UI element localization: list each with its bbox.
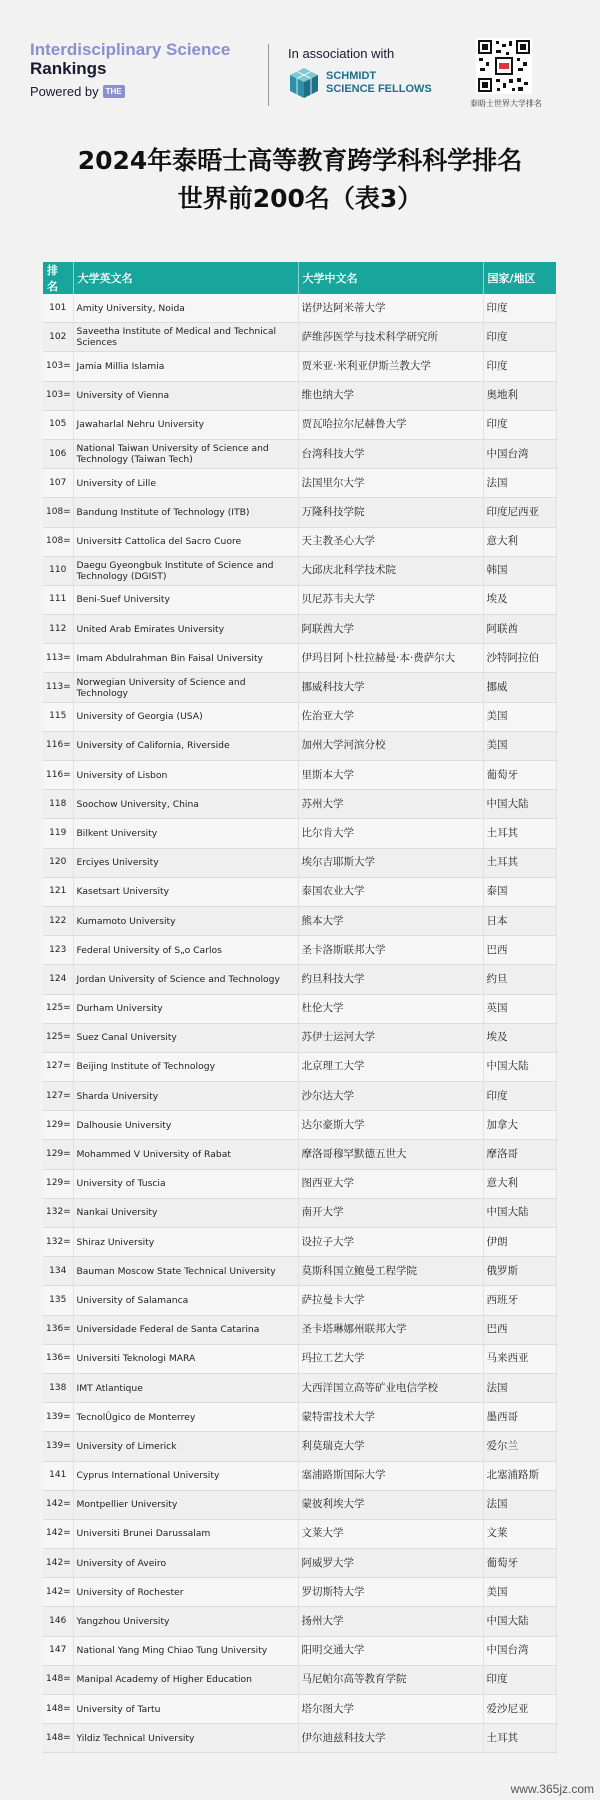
cell-chinese-name: 大邱庆北科学技术院 (298, 556, 483, 585)
table-row (43, 1140, 556, 1169)
cell-region: 俄罗斯 (483, 1257, 556, 1286)
cell-region: 中国大陆 (483, 1052, 556, 1081)
table-row (43, 410, 556, 439)
cell-rank: 113= (43, 644, 73, 673)
table-row (43, 644, 556, 673)
table-row (43, 1403, 556, 1432)
brand-line1: Interdisciplinary Science (30, 40, 231, 59)
table-row (43, 965, 556, 994)
header-divider (268, 44, 269, 106)
cell-english-name: Cyprus International University (73, 1461, 298, 1490)
cell-region: 北塞浦路斯 (483, 1461, 556, 1490)
table-row (43, 1228, 556, 1257)
cell-rank: 116= (43, 761, 73, 790)
cell-chinese-name: 大西洋国立高等矿业电信学校 (298, 1373, 483, 1402)
cell-rank: 129= (43, 1111, 73, 1140)
cell-rank: 123 (43, 936, 73, 965)
cell-region: 土耳其 (483, 1724, 556, 1753)
cell-region: 印度 (483, 352, 556, 381)
cell-chinese-name: 天主教圣心大学 (298, 527, 483, 556)
cell-chinese-name: 苏州大学 (298, 790, 483, 819)
ranking-table (43, 262, 556, 1753)
cell-region: 印度尼西亚 (483, 498, 556, 527)
cell-chinese-name: 萨拉曼卡大学 (298, 1286, 483, 1315)
cell-chinese-name: 熊本大学 (298, 906, 483, 935)
cell-region: 印度 (483, 323, 556, 352)
cell-english-name: Dalhousie University (73, 1111, 298, 1140)
cell-region: 葡萄牙 (483, 761, 556, 790)
cell-rank: 138 (43, 1373, 73, 1402)
cell-chinese-name: 里斯本大学 (298, 761, 483, 790)
cell-region: 西班牙 (483, 1286, 556, 1315)
cell-region: 中国台湾 (483, 439, 556, 468)
cell-rank: 107 (43, 469, 73, 498)
cell-chinese-name: 杜伦大学 (298, 994, 483, 1023)
cell-english-name: University of California, Riverside (73, 731, 298, 760)
table-row (43, 1082, 556, 1111)
cell-english-name: Sharda University (73, 1082, 298, 1111)
cell-rank: 132= (43, 1198, 73, 1227)
brand-line2: Rankings (30, 59, 107, 78)
cell-english-name: Jordan University of Science and Technology (73, 965, 298, 994)
cell-english-name: Norwegian University of Science and Technology (73, 673, 298, 702)
cell-region: 中国台湾 (483, 1636, 556, 1665)
cell-rank: 146 (43, 1607, 73, 1636)
cell-region: 阿联酋 (483, 615, 556, 644)
cell-chinese-name: 贝尼苏韦夫大学 (298, 585, 483, 614)
cell-english-name: Montpellier University (73, 1490, 298, 1519)
cell-chinese-name: 伊尔迪兹科技大学 (298, 1724, 483, 1753)
table-row (43, 1169, 556, 1198)
table-row (43, 906, 556, 935)
table-row (43, 585, 556, 614)
cell-region: 印度 (483, 294, 556, 323)
cell-english-name: Universiti Teknologi MARA (73, 1344, 298, 1373)
cell-rank: 102 (43, 323, 73, 352)
cell-english-name: University of Aveiro (73, 1549, 298, 1578)
cell-chinese-name: 马尼帕尔高等教育学院 (298, 1665, 483, 1694)
cell-rank: 148= (43, 1724, 73, 1753)
cell-rank: 125= (43, 994, 73, 1023)
cell-chinese-name: 加州大学河滨分校 (298, 731, 483, 760)
table-row (43, 1665, 556, 1694)
cell-rank: 147 (43, 1636, 73, 1665)
cell-chinese-name: 萨维莎医学与技术科学研究所 (298, 323, 483, 352)
cell-region: 印度 (483, 1665, 556, 1694)
cell-chinese-name: 台湾科技大学 (298, 439, 483, 468)
cell-chinese-name: 阿威罗大学 (298, 1549, 483, 1578)
cell-chinese-name: 文莱大学 (298, 1519, 483, 1548)
cell-rank: 142= (43, 1519, 73, 1548)
cell-region: 土耳其 (483, 819, 556, 848)
cell-chinese-name: 玛拉工艺大学 (298, 1344, 483, 1373)
table-row (43, 819, 556, 848)
cell-rank: 148= (43, 1695, 73, 1724)
cell-chinese-name: 塔尔图大学 (298, 1695, 483, 1724)
cell-region: 伊朗 (483, 1228, 556, 1257)
cell-rank: 111 (43, 585, 73, 614)
cell-region: 中国大陆 (483, 1198, 556, 1227)
cell-rank: 116= (43, 731, 73, 760)
cell-english-name: Kumamoto University (73, 906, 298, 935)
table-row (43, 1111, 556, 1140)
cell-english-name: Yangzhou University (73, 1607, 298, 1636)
table-row (43, 469, 556, 498)
cell-english-name: Jamia Millia Islamia (73, 352, 298, 381)
table-row (43, 527, 556, 556)
table-row (43, 1198, 556, 1227)
cell-english-name: University of Lisbon (73, 761, 298, 790)
cell-rank: 148= (43, 1665, 73, 1694)
cell-rank: 127= (43, 1052, 73, 1081)
table-row (43, 1490, 556, 1519)
table-row (43, 1023, 556, 1052)
cell-rank: 103= (43, 352, 73, 381)
cell-region: 摩洛哥 (483, 1140, 556, 1169)
cell-region: 印度 (483, 410, 556, 439)
powered-by-text: Powered by (30, 84, 99, 99)
cell-rank: 139= (43, 1432, 73, 1461)
table-row (43, 323, 556, 352)
cell-english-name: University of Tuscia (73, 1169, 298, 1198)
table-row (43, 994, 556, 1023)
cell-region: 巴西 (483, 936, 556, 965)
cell-english-name: University of Tartu (73, 1695, 298, 1724)
cell-region: 日本 (483, 906, 556, 935)
cell-english-name: University of Lille (73, 469, 298, 498)
cell-chinese-name: 沙尔达大学 (298, 1082, 483, 1111)
cell-chinese-name: 阿联酋大学 (298, 615, 483, 644)
table-row (43, 1052, 556, 1081)
cell-chinese-name: 伊玛目阿卜杜拉赫曼·本·费萨尔大 (298, 644, 483, 673)
table-row (43, 1549, 556, 1578)
cell-rank: 134 (43, 1257, 73, 1286)
cell-english-name: Federal University of S„o Carlos (73, 936, 298, 965)
cell-english-name: Daegu Gyeongbuk Institute of Science and Technology (DGIST) (73, 556, 298, 585)
column-header-chinese-name: 大学中文名 (298, 262, 483, 294)
cell-english-name: University of Limerick (73, 1432, 298, 1461)
cell-chinese-name: 摩洛哥穆罕默德五世大 (298, 1140, 483, 1169)
cell-region: 加拿大 (483, 1111, 556, 1140)
cell-region: 韩国 (483, 556, 556, 585)
table-row (43, 731, 556, 760)
table-row (43, 381, 556, 410)
table-row (43, 1607, 556, 1636)
cell-chinese-name: 塞浦路斯国际大学 (298, 1461, 483, 1490)
cell-region: 美国 (483, 702, 556, 731)
table-row (43, 1461, 556, 1490)
cell-rank: 112 (43, 615, 73, 644)
schmidt-line2: SCIENCE FELLOWS (326, 83, 432, 95)
cell-region: 挪威 (483, 673, 556, 702)
table-row (43, 848, 556, 877)
cell-chinese-name: 阳明交通大学 (298, 1636, 483, 1665)
cell-region: 墨西哥 (483, 1403, 556, 1432)
cell-english-name: Bauman Moscow State Technical University (73, 1257, 298, 1286)
table-row (43, 498, 556, 527)
cell-english-name: Erciyes University (73, 848, 298, 877)
cell-chinese-name: 图西亚大学 (298, 1169, 483, 1198)
cell-rank: 124 (43, 965, 73, 994)
association-text: In association with (288, 46, 395, 61)
cell-rank: 135 (43, 1286, 73, 1315)
cell-region: 沙特阿拉伯 (483, 644, 556, 673)
cell-english-name: Imam Abdulrahman Bin Faisal University (73, 644, 298, 673)
table-row (43, 790, 556, 819)
cell-rank: 142= (43, 1490, 73, 1519)
cell-rank: 105 (43, 410, 73, 439)
cell-english-name: Suez Canal University (73, 1023, 298, 1052)
column-header-english-name: 大学英文名 (73, 262, 298, 294)
cell-region: 印度 (483, 1082, 556, 1111)
cell-english-name: University of Rochester (73, 1578, 298, 1607)
cell-english-name: Shiraz University (73, 1228, 298, 1257)
cell-english-name: TecnolÛgico de Monterrey (73, 1403, 298, 1432)
cell-english-name: Universit‡ Cattolica del Sacro Cuore (73, 527, 298, 556)
cell-rank: 141 (43, 1461, 73, 1490)
table-row (43, 1257, 556, 1286)
cell-region: 法国 (483, 469, 556, 498)
cell-english-name: Bandung Institute of Technology (ITB) (73, 498, 298, 527)
cell-region: 美国 (483, 1578, 556, 1607)
cell-rank: 103= (43, 381, 73, 410)
cell-region: 法国 (483, 1490, 556, 1519)
cell-chinese-name: 罗切斯特大学 (298, 1578, 483, 1607)
cell-chinese-name: 万隆科技学院 (298, 498, 483, 527)
cell-rank: 119 (43, 819, 73, 848)
cell-region: 英国 (483, 994, 556, 1023)
page-title (0, 142, 600, 218)
title-line2: 世界前200名（表3） (177, 184, 423, 213)
cell-english-name: Soochow University, China (73, 790, 298, 819)
cube-icon (288, 66, 320, 100)
cell-english-name: United Arab Emirates University (73, 615, 298, 644)
table-row (43, 1724, 556, 1753)
cell-rank: 139= (43, 1403, 73, 1432)
powered-by (30, 84, 125, 99)
table-header-row (43, 262, 556, 294)
cell-chinese-name: 北京理工大学 (298, 1052, 483, 1081)
table-row (43, 1432, 556, 1461)
schmidt-line1: SCHMIDT (326, 70, 377, 82)
cell-rank: 142= (43, 1578, 73, 1607)
cell-english-name: National Yang Ming Chiao Tung University (73, 1636, 298, 1665)
cell-chinese-name: 莫斯科国立鲍曼工程学院 (298, 1257, 483, 1286)
title-line1: 2024年泰晤士高等教育跨学科科学排名 (77, 146, 523, 175)
cell-chinese-name: 圣卡塔琳娜州联邦大学 (298, 1315, 483, 1344)
cell-chinese-name: 贾米亚·米利亚伊斯兰教大学 (298, 352, 483, 381)
table-row (43, 1636, 556, 1665)
table-row (43, 877, 556, 906)
brand-title (30, 40, 230, 78)
cell-chinese-name: 贾瓦哈拉尔尼赫鲁大学 (298, 410, 483, 439)
cell-region: 奥地利 (483, 381, 556, 410)
cell-english-name: National Taiwan University of Science and Technology (Taiwan Tech) (73, 439, 298, 468)
cell-region: 泰国 (483, 877, 556, 906)
table-row (43, 556, 556, 585)
table-row (43, 1315, 556, 1344)
schmidt-logo (288, 66, 432, 100)
cell-rank: 113= (43, 673, 73, 702)
cell-chinese-name: 扬州大学 (298, 1607, 483, 1636)
cell-chinese-name: 佐治亚大学 (298, 702, 483, 731)
cell-english-name: Universiti Brunei Darussalam (73, 1519, 298, 1548)
table-row (43, 936, 556, 965)
cell-english-name: Mohammed V University of Rabat (73, 1140, 298, 1169)
cell-english-name: Saveetha Institute of Medical and Technical Sciences (73, 323, 298, 352)
cell-english-name: Manipal Academy of Higher Education (73, 1665, 298, 1694)
cell-region: 巴西 (483, 1315, 556, 1344)
cell-english-name: Kasetsart University (73, 877, 298, 906)
table-row (43, 702, 556, 731)
cell-english-name: IMT Atlantique (73, 1373, 298, 1402)
cell-rank: 108= (43, 498, 73, 527)
cell-chinese-name: 苏伊士运河大学 (298, 1023, 483, 1052)
cell-rank: 118 (43, 790, 73, 819)
table-row (43, 439, 556, 468)
table-body (43, 294, 556, 1753)
cell-chinese-name: 维也纳大学 (298, 381, 483, 410)
table-row (43, 1578, 556, 1607)
cell-chinese-name: 法国里尔大学 (298, 469, 483, 498)
column-header-rank: 排名 (43, 262, 73, 294)
table-row (43, 1373, 556, 1402)
table-row (43, 1519, 556, 1548)
cell-region: 马来西亚 (483, 1344, 556, 1373)
qr-code-icon (476, 38, 532, 94)
cell-chinese-name: 南开大学 (298, 1198, 483, 1227)
cell-english-name: Bilkent University (73, 819, 298, 848)
cell-rank: 108= (43, 527, 73, 556)
cell-rank: 127= (43, 1082, 73, 1111)
watermark: www.365jz.com (510, 1782, 594, 1796)
cell-rank: 136= (43, 1315, 73, 1344)
cell-chinese-name: 达尔豪斯大学 (298, 1111, 483, 1140)
cell-chinese-name: 比尔肯大学 (298, 819, 483, 848)
cell-chinese-name: 圣卡洛斯联邦大学 (298, 936, 483, 965)
cell-region: 意大利 (483, 527, 556, 556)
the-logo: THE (103, 85, 125, 98)
cell-region: 葡萄牙 (483, 1549, 556, 1578)
table-row (43, 615, 556, 644)
cell-english-name: Universidade Federal de Santa Catarina (73, 1315, 298, 1344)
cell-rank: 136= (43, 1344, 73, 1373)
cell-region: 美国 (483, 731, 556, 760)
cell-region: 爱尔兰 (483, 1432, 556, 1461)
cell-rank: 129= (43, 1169, 73, 1198)
column-header-region: 国家/地区 (483, 262, 556, 294)
table-row (43, 761, 556, 790)
cell-english-name: Nankai University (73, 1198, 298, 1227)
cell-chinese-name: 挪威科技大学 (298, 673, 483, 702)
cell-region: 约旦 (483, 965, 556, 994)
cell-rank: 122 (43, 906, 73, 935)
table-row (43, 1286, 556, 1315)
cell-chinese-name: 蒙特雷技术大学 (298, 1403, 483, 1432)
cell-region: 中国大陆 (483, 790, 556, 819)
table-row (43, 1344, 556, 1373)
cell-chinese-name: 约旦科技大学 (298, 965, 483, 994)
cell-rank: 125= (43, 1023, 73, 1052)
cell-chinese-name: 蒙彼利埃大学 (298, 1490, 483, 1519)
cell-region: 爱沙尼亚 (483, 1695, 556, 1724)
cell-english-name: University of Salamanca (73, 1286, 298, 1315)
cell-english-name: Beni-Suef University (73, 585, 298, 614)
header (0, 0, 600, 120)
table-row (43, 673, 556, 702)
cell-english-name: Durham University (73, 994, 298, 1023)
cell-region: 埃及 (483, 585, 556, 614)
cell-chinese-name: 埃尔吉耶斯大学 (298, 848, 483, 877)
cell-chinese-name: 诺伊达阿米蒂大学 (298, 294, 483, 323)
cell-region: 中国大陆 (483, 1607, 556, 1636)
qr-caption: 泰晤士世界大学排名 (470, 99, 542, 108)
cell-rank: 129= (43, 1140, 73, 1169)
cell-english-name: Amity University, Noida (73, 294, 298, 323)
cell-rank: 142= (43, 1549, 73, 1578)
cell-rank: 106 (43, 439, 73, 468)
cell-english-name: Jawaharlal Nehru University (73, 410, 298, 439)
cell-english-name: Yildiz Technical University (73, 1724, 298, 1753)
cell-rank: 115 (43, 702, 73, 731)
cell-english-name: Beijing Institute of Technology (73, 1052, 298, 1081)
cell-region: 意大利 (483, 1169, 556, 1198)
cell-chinese-name: 利莫瑞克大学 (298, 1432, 483, 1461)
table-row (43, 352, 556, 381)
cell-chinese-name: 泰国农业大学 (298, 877, 483, 906)
table-row (43, 1695, 556, 1724)
cell-english-name: University of Vienna (73, 381, 298, 410)
table-row (43, 294, 556, 323)
cell-region: 文莱 (483, 1519, 556, 1548)
cell-region: 埃及 (483, 1023, 556, 1052)
cell-region: 法国 (483, 1373, 556, 1402)
cell-chinese-name: 设拉子大学 (298, 1228, 483, 1257)
cell-rank: 132= (43, 1228, 73, 1257)
cell-region: 土耳其 (483, 848, 556, 877)
cell-english-name: University of Georgia (USA) (73, 702, 298, 731)
cell-rank: 120 (43, 848, 73, 877)
cell-rank: 101 (43, 294, 73, 323)
cell-rank: 121 (43, 877, 73, 906)
cell-rank: 110 (43, 556, 73, 585)
